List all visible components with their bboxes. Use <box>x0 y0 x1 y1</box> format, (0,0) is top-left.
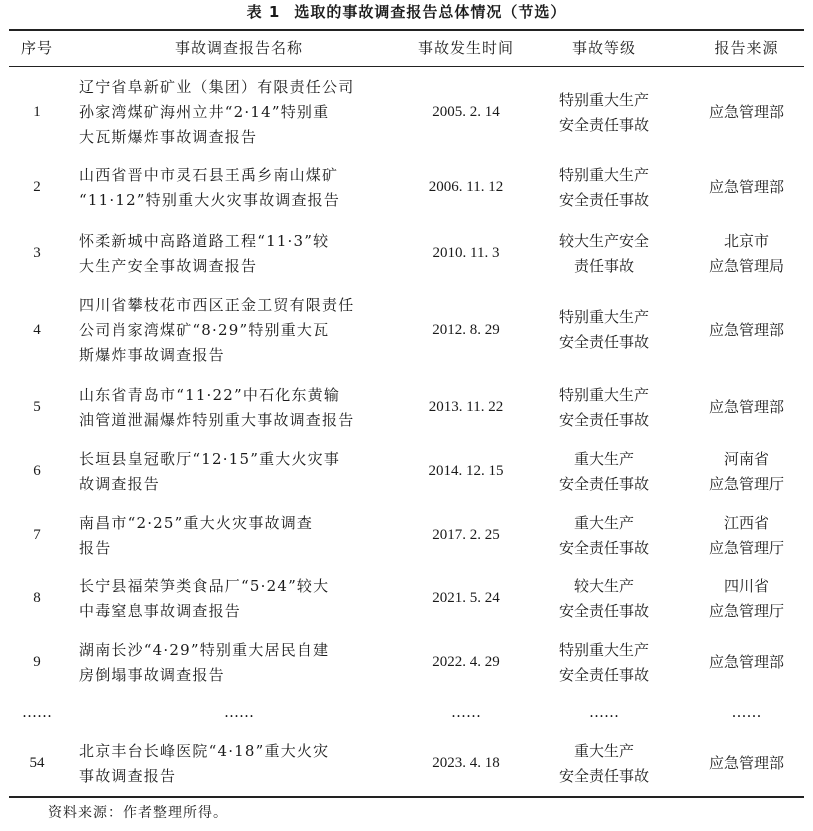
table-row <box>9 570 804 627</box>
row-time: 2017. 2. 25 <box>432 527 500 543</box>
row-time: 2013. 11. 22 <box>428 399 504 415</box>
source-note: 资料来源：作者整理所得。 <box>48 805 228 821</box>
row-no: 54 <box>29 755 45 771</box>
row-source: 河南省 应急管理厅 <box>708 449 784 493</box>
row-level: 特别重大生产 安全责任事故 <box>558 640 649 684</box>
row-time: 2012. 8. 29 <box>432 321 500 338</box>
row-no: 1 <box>33 104 41 120</box>
row-level: 重大生产 安全责任事故 <box>558 513 649 557</box>
row-no: 6 <box>33 463 41 479</box>
table-caption <box>0 2 813 22</box>
row-no: 7 <box>33 527 41 543</box>
row-source: 应急管理部 <box>708 653 784 671</box>
row-time: 2010. 11. 3 <box>432 245 500 261</box>
table-row <box>9 507 804 564</box>
row-name: 长垣县皇冠歌厅“12·15”重大火灾事 故调查报告 <box>79 449 341 493</box>
row-time: 2014. 12. 15 <box>428 463 504 479</box>
table-row <box>9 289 804 371</box>
table-ellipsis-row <box>9 699 804 725</box>
ellipsis-name: …… <box>224 702 254 721</box>
header-no: 序号 <box>20 39 53 57</box>
row-name: 湖南长沙“4·29”特别重大居民自建 房倒塌事故调查报告 <box>79 640 330 684</box>
row-level: 重大生产 安全责任事故 <box>558 449 649 493</box>
row-source: 江西省 应急管理厅 <box>708 513 784 557</box>
table-header-row <box>9 31 804 66</box>
ellipsis-level: …… <box>589 702 619 721</box>
table-caption-label: 表 1 <box>246 3 281 21</box>
row-level: 特别重大生产 安全责任事故 <box>558 90 649 134</box>
row-source: 应急管理部 <box>708 754 784 772</box>
row-no: 9 <box>33 654 41 670</box>
table-row <box>9 735 804 792</box>
header-time: 事故发生时间 <box>417 39 514 57</box>
row-level: 重大生产 安全责任事故 <box>558 741 649 785</box>
row-no: 5 <box>33 399 41 415</box>
row-name: 南昌市“2·25”重大火灾事故调查 报告 <box>79 513 314 557</box>
ellipsis-no: …… <box>22 702 52 721</box>
row-name: 怀柔新城中高路道路工程“11·3”较 大生产安全事故调查报告 <box>79 231 330 275</box>
row-name: 北京丰台长峰医院“4·18”重大火灾 事故调查报告 <box>79 741 330 785</box>
row-no: 8 <box>33 590 41 606</box>
row-level: 较大生产 安全责任事故 <box>558 576 649 620</box>
row-level: 特别重大生产 安全责任事故 <box>558 308 649 351</box>
row-source: 北京市 应急管理局 <box>708 231 784 275</box>
row-time: 2005. 2. 14 <box>432 104 500 120</box>
row-no: 3 <box>33 245 41 261</box>
table-row <box>9 70 804 155</box>
row-time: 2022. 4. 29 <box>432 654 500 670</box>
row-source: 应急管理部 <box>708 103 784 121</box>
row-name: 辽宁省阜新矿业（集团）有限责任公司 孙家湾煤矿海州立井“2·14”特别重 大瓦斯爆炸事故调查报告 <box>79 78 355 146</box>
table-row <box>9 634 804 691</box>
row-source: 应急管理部 <box>708 320 784 339</box>
row-level: 较大生产安全 责任事故 <box>558 231 649 275</box>
row-no: 2 <box>33 179 41 195</box>
row-time: 2021. 5. 24 <box>432 590 500 606</box>
table-row <box>9 225 804 282</box>
header-name: 事故调查报告名称 <box>174 39 303 57</box>
row-source: 四川省 应急管理厅 <box>708 576 784 620</box>
table-row <box>9 443 804 500</box>
header-level: 事故等级 <box>571 39 636 57</box>
row-level: 特别重大生产 安全责任事故 <box>558 165 649 209</box>
ellipsis-source: …… <box>731 702 762 721</box>
row-time: 2006. 11. 12 <box>428 179 504 195</box>
row-time: 2023. 4. 18 <box>432 755 500 771</box>
row-no: 4 <box>33 321 41 338</box>
row-source: 应急管理部 <box>708 398 784 416</box>
ellipsis-time: …… <box>451 702 481 721</box>
row-name: 长宁县福荣笋类食品厂“5·24”较大 中毒窒息事故调查报告 <box>79 576 330 620</box>
table-caption-title: 选取的事故调查报告总体情况（节选） <box>294 3 567 21</box>
header-source: 报告来源 <box>714 39 779 57</box>
row-source: 应急管理部 <box>708 178 784 196</box>
table-row <box>9 159 804 216</box>
table-bottom-rule <box>9 796 804 798</box>
row-name: 山东省青岛市“11·22”中石化东黄输 油管道泄漏爆炸特别重大事故调查报告 <box>79 385 355 429</box>
row-name: 四川省攀枝花市西区正金工贸有限责任 公司肖家湾煤矿“8·29”特别重大瓦 斯爆炸事故调查报告 <box>79 295 355 364</box>
table-row <box>9 379 804 436</box>
row-name: 山西省晋中市灵石县王禹乡南山煤矿 “11·12”特别重大火灾事故调查报告 <box>79 165 341 209</box>
table-header-rule <box>9 66 804 67</box>
row-level: 特别重大生产 安全责任事故 <box>558 385 649 429</box>
